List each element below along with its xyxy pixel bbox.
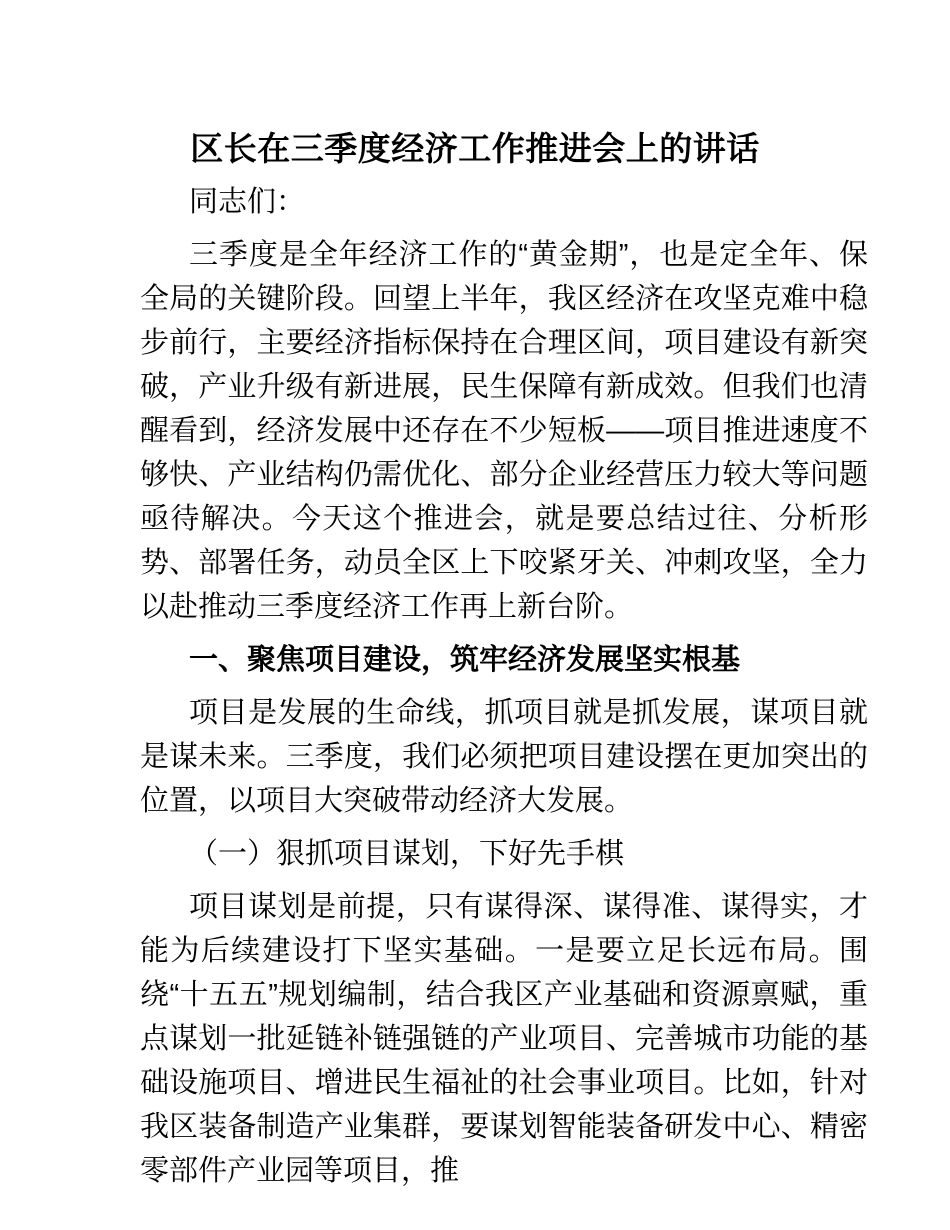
paragraph-intro: 三季度是全年经济工作的“黄金期”，也是定全年、保全局的关键阶段。回望上半年，我区经济在攻坚克难中稳步前行，主要经济指标保持在合理区间，项目建设有新突破，产业升级有新进展，民生保障有新成效。但我们也清醒看到，经济发展中还存在不少短板——项目推进速度不够快、产业结构仍需优化、部分企业经营压力较大等问题亟待解决。今天这个推进会，就是要总结过往、分析形势、部署任务，动员全区上下咬紧牙关、冲刺攻坚，全力以赴推动三季度经济工作再上新台阶。 xyxy=(140,239,868,623)
salutation: 同志们： xyxy=(189,186,306,218)
document-title: 区长在三季度经济工作推进会上的讲话 xyxy=(190,130,760,168)
paragraph-section-1-lead: 项目是发展的生命线，抓项目就是抓发展，谋项目就是谋未来。三季度，我们必须把项目建设摆在更加突出的位置，以项目大突破带动经济大发展。 xyxy=(140,697,868,817)
subsection-heading-1-1: （一）狠抓项目谋划，下好先手棋 xyxy=(189,838,625,870)
section-heading-1: 一、聚焦项目建设，筑牢经济发展坚实根基 xyxy=(189,644,741,676)
paragraph-subsection-1-1: 项目谋划是前提，只有谋得深、谋得准、谋得实，才能为后续建设打下坚实基础。一是要立足长远布局。围绕“十五五”规划编制，结合我区产业基础和资源禀赋，重点谋划一批延链补链强链的产业项目、完善城市功能的基础设施项目、增进民生福祉的社会事业项目。比如，针对我区装备制造产业集群，要谋划智能装备研发中心、精密零部件产业园等项目，推 xyxy=(140,891,868,1187)
